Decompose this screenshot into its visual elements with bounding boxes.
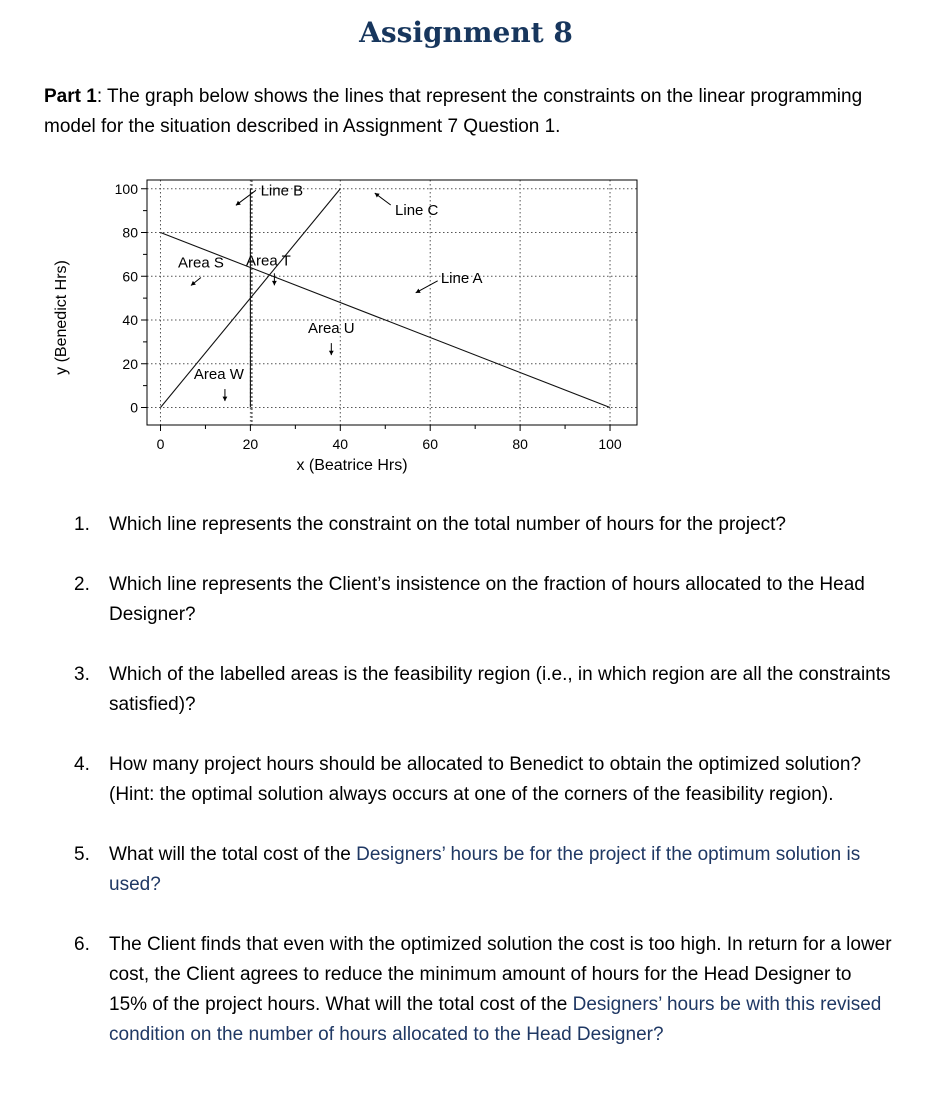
question-number: 4.: [74, 754, 90, 775]
question-number: 6.: [74, 934, 90, 955]
page-title: Assignment 8: [359, 16, 573, 49]
question-text: Designers’: [356, 844, 446, 865]
question-text: What will the total cost of the: [109, 844, 357, 865]
y-tick-label: 100: [114, 180, 138, 197]
constraint-chart: [40, 170, 680, 500]
y-tick-label: 40: [122, 312, 138, 328]
question-text: Which line represents the constraint on the total number of hours for the project?: [109, 514, 786, 535]
question-text: Which of the labelled areas is the feasibility region (i.e., in which region are all the constraints satisfied)?: [109, 664, 891, 715]
x-tick-label: 20: [242, 436, 259, 452]
x-axis-label: x (Beatrice Hrs): [296, 457, 408, 474]
line-b-label: Line B: [260, 182, 304, 200]
intro-paragraph: [44, 82, 894, 142]
y-tick-label: 60: [122, 268, 138, 285]
question-number: 3.: [74, 664, 90, 685]
question-text: The Client finds that even with the optimized solution the cost is too high. In return for a lower cost, the Client agrees to reduce the minimum amount of hours for the Head Designer to 15% of the project hours. What will the total cost of the: [109, 934, 892, 1015]
line-a-label: Line A: [440, 269, 483, 287]
area-t-label: Area T: [246, 252, 291, 270]
question-number: 2.: [74, 574, 90, 595]
question-item: [74, 660, 894, 720]
axes: [115, 181, 622, 452]
x-tick-label: 80: [512, 436, 528, 452]
area-w-label: Area W: [193, 366, 244, 384]
plot-frame: [147, 180, 637, 425]
question-text: hours be with this revised condition on the number of hours allocated to the Head Designer?: [109, 994, 882, 1045]
question-number: 1.: [74, 514, 90, 535]
grid: [147, 180, 637, 425]
area-t-arrowhead: [272, 281, 277, 285]
line-b-arrowhead: [236, 201, 241, 206]
question-item: [74, 570, 894, 630]
line-c-arrowhead: [375, 193, 380, 198]
y-axis-label: y (Benedict Hrs): [53, 260, 70, 375]
question-item: [74, 510, 894, 540]
area-u-arrowhead: [329, 351, 334, 355]
question-number: 5.: [74, 844, 90, 865]
question-item: [74, 930, 894, 1050]
x-tick-label: 100: [598, 436, 622, 452]
question-list: [74, 510, 894, 1050]
question-text: How many project hours should be allocated to Benedict to obtain the optimized solution? (Hint: the optimal solution always occurs at one of the corners of the feasibility region).: [109, 754, 862, 805]
y-tick-label: 20: [122, 355, 138, 372]
constraint-lines: [160, 180, 610, 425]
part-label: Part 1: [44, 86, 97, 107]
area-w-arrowhead: [223, 397, 228, 401]
question-text: hours be for the project if the optimum solution is used?: [109, 844, 861, 895]
area-u-label: Area U: [307, 320, 355, 338]
question-item: [74, 840, 894, 900]
area-s-label: Area S: [178, 254, 224, 272]
y-tick-label: 80: [122, 224, 138, 241]
y-tick-label: 0: [130, 399, 138, 416]
line-c-label: Line C: [395, 202, 439, 219]
x-tick-label: 0: [156, 436, 165, 452]
question-text: Which line represents the Client’s insistence on the fraction of hours allocated to the Head Designer?: [109, 574, 865, 625]
question-text: Designers’: [572, 994, 662, 1015]
question-item: [74, 750, 894, 810]
x-tick-label: 40: [332, 436, 349, 452]
annotations: [178, 182, 483, 401]
intro-text: : The graph below shows the lines that represent the constraints on the linear programming model for the situation described in Assignment 7 Question 1.: [44, 86, 863, 137]
x-tick-label: 60: [422, 436, 439, 452]
